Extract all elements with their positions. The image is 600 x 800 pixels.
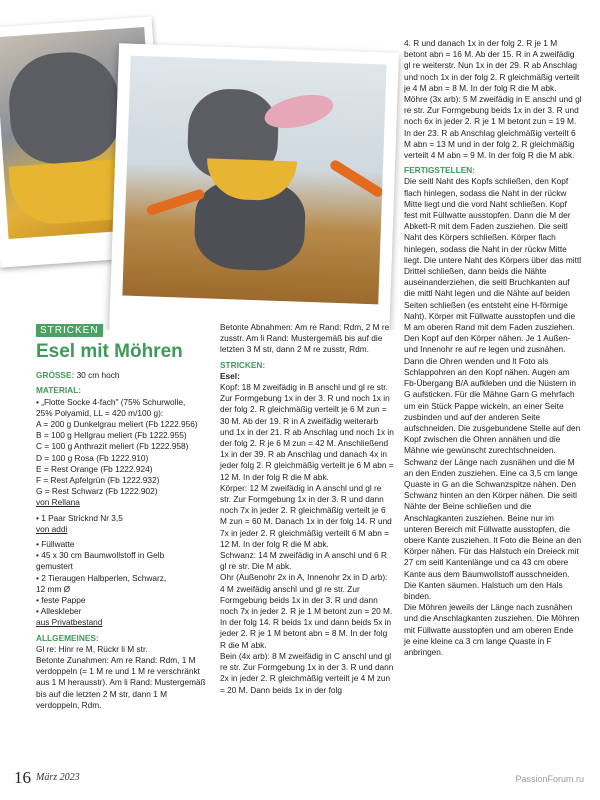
- size-line: GRÖSSE: 30 cm hoch: [36, 370, 120, 381]
- needles-line: • 1 Paar Stricknd Nr 3,5: [36, 512, 123, 523]
- section-tag: STRICKEN: [36, 324, 103, 337]
- material-extra: gemustert: [36, 561, 73, 572]
- supplier-privat: aus Privatbestand: [36, 617, 103, 628]
- donkey-subheading: Esel:: [220, 370, 240, 381]
- material-line: • „Flotte Socke 4-fach" (75% Schurwolle,: [36, 396, 186, 407]
- supplier-rellana: von Rellana: [36, 497, 80, 508]
- material-line: G = Rest Schwarz (Fb 1222.902): [36, 486, 158, 497]
- material-extra: 12 mm Ø: [36, 583, 71, 594]
- finishing-heading: FERTIGSTELLEN:: [404, 165, 475, 176]
- carrot-finishing-text: Die Möhren jeweils der Länge nach zusnähen und die Anschlagkanten zusziehen. Die Möhren mit Füllwatte ausstopfen und am oberen Ende je eine kleine ca 3 cm lange Quaste in F anbringen.: [404, 602, 580, 657]
- material-line: 25% Polyamid, LL = 420 m/100 g):: [36, 407, 164, 418]
- material-line: A = 200 g Dunkelgrau meliert (Fb 1222.956): [36, 419, 198, 430]
- leg-instructions-cont: 4. R und danach 1x in der folg 2. R je 1 M betont abn = 16 M. Ab der 15. R in A zweifädig gl re weiterstr. Nun 1x in der 29. R ab Anschlag und noch 1x in der folg 2. R gleichmäßig verteilt je 4 M abn = 8 M. In der folg R die M abk.: [404, 38, 580, 93]
- material-extra: • 2 Tieraugen Halbperlen, Schwarz,: [36, 572, 167, 583]
- carrot-instructions: Möhre (3x arb): 5 M zweifädig in E anschl und gl re str. Zur Formgebung beids 1x in der 3. R und noch 6x in jeder 2. R je 1 M betont zun = 19 M. In der 23. R ab Anschlag gleichmäßig verteilt 6 M abn = 13 M und in der folg 2. R gleichmäßig verteilt 4 M abn = 9 M. In der folg R die M abk.: [404, 94, 582, 161]
- betonte-abnahmen-text: Betonte Abnahmen: Am re Rand: Rdm, 2 M re zusstr. Am li Rand: Mustergemäß bis auf die letzten 3 M str, dann 2 M re zusstr, Rdm.: [220, 322, 390, 355]
- page-number: 16: [14, 768, 31, 787]
- watermark-site: PassionForum.ru: [515, 774, 584, 784]
- knitting-heading: STRICKEN:: [220, 359, 266, 370]
- material-extra: • 45 x 30 cm Baumwollstoff in Gelb: [36, 550, 165, 561]
- betonte-zunahmen-text: Betonte Zunahmen: Am re Rand: Rdm, 1 M verdoppeln (= 1 M re und 1 M re verschränkt aus 1 M herausstr). Am li Rand: Mustergemäß bis auf die letzten 2 M str, dann 1 M verdoppeln, Rdm.: [36, 655, 206, 710]
- leg-instructions: Bein (4x arb): 8 M zweifädig in C anschl und gl re str. Zur Formgebung 1x in der 3. R und dann 2x in jeder 2. R gleichmäßig verteilt je 4 M zun = 20 M. Dann beids 1x in der folg: [220, 650, 394, 695]
- material-line: F = Rest Apfelgrün (Fb 1222.932): [36, 475, 160, 486]
- column-right: [404, 38, 582, 658]
- finishing-text: Die seitl Naht des Kopfs schließen, den Kopf flach hinlegen, sodass die Naht in der rückw Mitte liegt und die vord Naht schließen. Kopf fest mit Füllwatte ausstopfen. Dann die M der Abkett-R mit dem Faden zusziehen. Die seitl Naht des Körpers schließen. Körper flach hinlegen, sodass die Naht in der rückw Mitte liegt. Die untere Naht des Körpers über das mittl Drittel schließen, dann beids die Nähte auseinanderziehen, die seitl Bruchkanten auf die mittl Naht legen und die Nähte auf beiden Seiten schließen (es entsteht eine H-förmige Naht). Körper mit Füllwatte ausstopfen und die M am oberen Rand mit dem Faden zusziehen. Den Kopf auf den Körper nähen. Je 1 Außen- und Innenohr re auf re legen und zusnähen. Dann die Ohren wenden und lt Foto als Schlappohren an den Kopf nähen. Augen am Fb-Übergang B/A aufkleben und die Nüstern in G aufsticken. Für die Mähne Garn G mehrfach um ein Stück Pappe wickeln, an einer Seite zusbinden und auf der anderen Seite aufschneiden. Die zusgebundene Stelle auf den Kopf zwischen die Ohren annähen und die Mähne wie gewünscht zurechtschneiden. Schwanz der Länge nach zusnähen und die M an den Enden zusziehen. Eine ca 3,5 cm lange Quaste in G an die Schwanzspitze nähen. Den Schwanz hinten an den Körper nähen. Die seitl Nähte der Beine schließen und die Anschlagkanten zusziehen. Beine nur im unteren Bereich mit Füllwatte ausstopfen, die obere Kante zusziehen. lt Foto die Beine an den Körper nähen. Für das Halstuch ein Dreieck mit 27 cm seitl Kantenlänge und ca 43 cm obere Kante aus dem Baumwollstoff ausschneiden. Die Kanten säumen. Halstuch um den Hals binden.: [404, 176, 582, 601]
- material-heading: MATERIAL:: [36, 385, 82, 396]
- material-line: E = Rest Orange (Fb 1222.924): [36, 463, 153, 474]
- tail-instructions: Schwanz: 14 M zweifädig in A anschl und 6 R gl re str. Die M abk.: [220, 550, 387, 572]
- material-extra: • feste Pappe: [36, 595, 86, 606]
- material-line: C = 100 g Anthrazit meliert (Fb 1222.958): [36, 441, 189, 452]
- general-heading: ALLGEMEINES:: [36, 632, 99, 643]
- material-extra: • Füllwatte: [36, 539, 75, 550]
- issue-date: März 2023: [36, 772, 80, 783]
- supplier-addi: von addi: [36, 523, 68, 534]
- page-title: Esel mit Möhren: [36, 341, 183, 363]
- material-line: D = 100 g Rosa (Fb 1222.910): [36, 452, 149, 463]
- head-instructions: Kopf: 18 M zweifädig in B anschl und gl re str. Zur Formgebung 1x in der 3. R und noch 1x in der folg 2. R gleichmäßig verteilt je 6 M zun = 30 M. Ab der 19. R in A zweifädig weiterarb und 1x in der 21. R ab Anschlag und noch 1x in der folg 2. R je 6 M zun = 42 M. Anschließend 1x in der 39. R ab Anschlag und danach 4x in jeder folg 2. R gleichmäßig verteilt je 6 M abn = 12 M. In der folg R die M abk.: [220, 382, 394, 482]
- body-instructions: Körper: 12 M zweifädig in A anschl und gl re str. Zur Formgebung 1x in der 3. R und dann noch 7x in jeder 2. R gleichmäßig verteilt je 6 M zun = 60 M. Danach 1x in der folg 14. R und 7x in jeder 2. R gleichmäßig verteilt 6 M abn = 12 M. In der folg R die M abk.: [220, 482, 392, 549]
- material-extra: • Alleskleber: [36, 606, 82, 617]
- column-left: [36, 322, 208, 711]
- donkey-photo-main: [109, 43, 399, 330]
- gl-re-text: Gl re: Hinr re M, Rückr li M str.: [36, 643, 148, 654]
- ear-instructions: Ohr (Außenohr 2x in A, Innenohr 2x in D arb): 4 M zweifädig anschl und gl re str. Zur Formgebung beids 1x in der 3. R und dann noch 7x in jeder 2. R je 1 M betont zun = 20 M. In der folg 14. R beids 1x und dann beids 5x in jeder 2. R je 1 M betont abn = 8 M. In der folg R die M abk.: [220, 572, 393, 650]
- material-line: B = 100 g Hellgrau meliert (Fb 1222.955): [36, 430, 187, 441]
- column-middle: [220, 322, 394, 696]
- page-footer: [14, 768, 584, 788]
